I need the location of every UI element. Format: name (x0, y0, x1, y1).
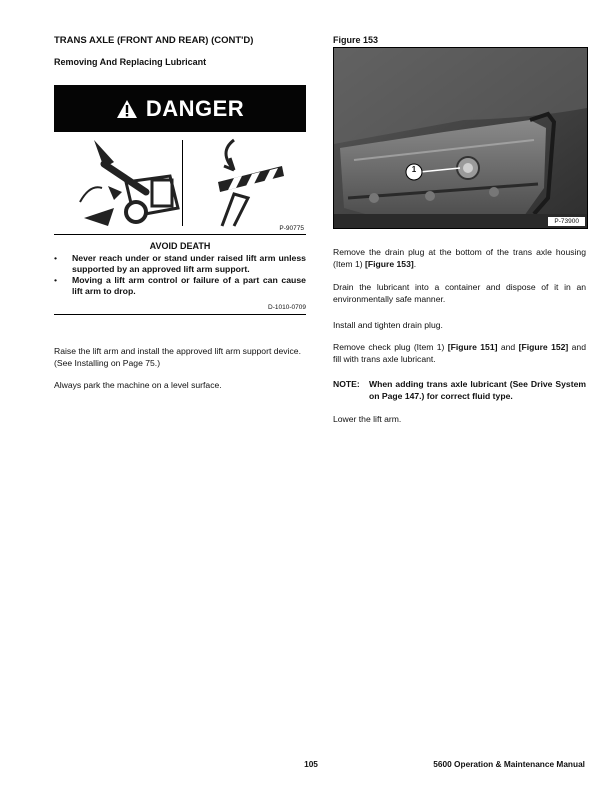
step-drain-lubricant: Drain the lubricant into a container and dispose of it in an environmentally safe manner. (333, 282, 586, 304)
raised-lift-arm-pictogram (74, 136, 194, 228)
pictogram-divider (182, 140, 183, 226)
lift-arm-paragraph: Raise the lift arm and install the approved lift arm support device.(See Installing on Page 75.) (54, 346, 301, 368)
photo-ref: P-73900 (548, 217, 585, 226)
danger-label: DANGER (145, 95, 245, 121)
lift-arm-support-pictogram (204, 138, 294, 228)
step-lower-lift-arm: Lower the lift arm. (333, 414, 402, 424)
avoid-death-heading: AVOID DEATH (149, 241, 211, 251)
manual-title: 5600 Operation & Maintenance Manual (433, 759, 585, 769)
step-remove-drain-plug: Remove the drain plug at the bottom of the trans axle housing (Item 1) [Figure 153]. (333, 247, 586, 269)
pictogram-ref: P-90775 (279, 225, 304, 232)
park-paragraph: Always park the machine on a level surface. (54, 380, 222, 390)
danger-bullet: • Never reach under or stand under raised lift arm unless supported by an approved lift arm support. (54, 253, 306, 274)
trans-axle-housing-photo (334, 48, 587, 228)
danger-bullet: • Moving a lift arm control or failure of a part can cause lift arm to drop. (54, 275, 306, 296)
trans-axle-photo (333, 47, 588, 229)
danger-header (54, 85, 306, 132)
danger-bottom-rule (54, 314, 306, 315)
warning-triangle-icon (116, 99, 138, 119)
step-install-plug: Install and tighten drain plug. (333, 320, 443, 330)
section-title: TRANS AXLE (FRONT AND REAR) (CONT'D) (54, 35, 254, 46)
note-label: NOTE: (333, 379, 360, 389)
note-text: When adding trans axle lubricant (See Drive System on Page 147.) for correct fluid type. (369, 379, 586, 401)
danger-pictogram-panel (54, 132, 306, 235)
step-remove-check-plug: Remove check plug (Item 1) [Figure 151] and [Figure 152] and fill with trans axle lubricant. (333, 342, 586, 364)
note-block (333, 379, 586, 402)
danger-box (54, 85, 306, 315)
danger-bullet-list (54, 253, 306, 297)
callout-item-1: 1 (411, 165, 417, 174)
subsection-title: Removing And Replacing Lubricant (54, 57, 207, 67)
figure-title: Figure 153 (333, 35, 379, 45)
page-number: 105 (304, 759, 318, 769)
danger-code: D-1010-0709 (268, 304, 306, 311)
